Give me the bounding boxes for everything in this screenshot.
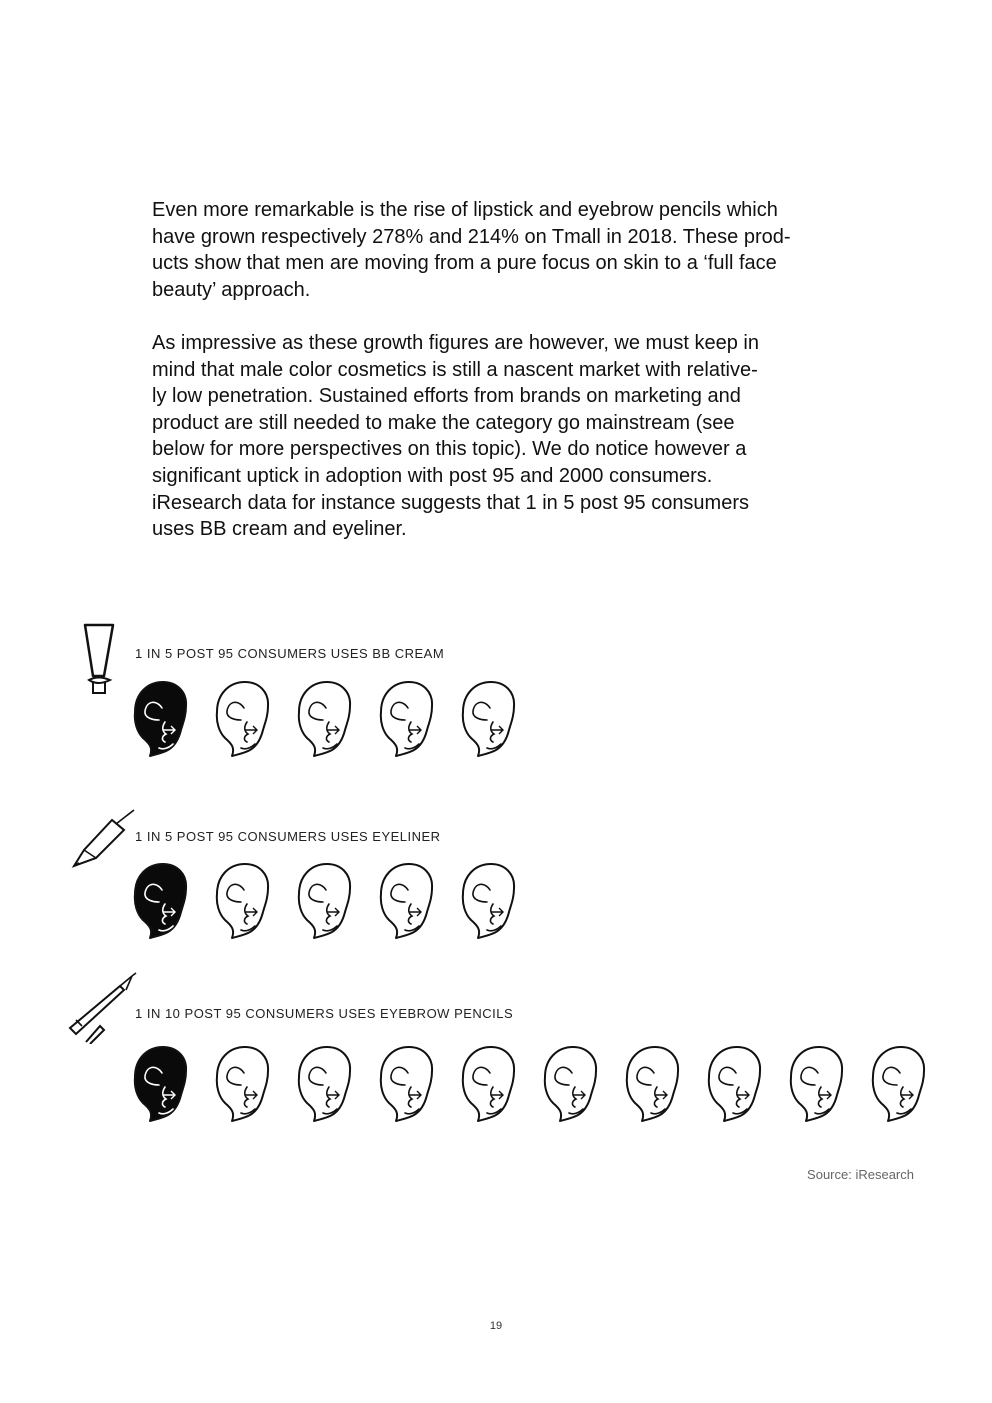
person-outline-icon <box>543 1043 598 1125</box>
bb-cream-tube-icon <box>80 622 122 696</box>
text-line: ly low penetration. Sustained efforts from brands on marketing and <box>152 385 741 408</box>
face-row-eyeliner <box>133 860 516 942</box>
text-line: ucts show that men are moving from a pure focus on skin to a ‘full face <box>152 252 777 275</box>
text-line: iResearch data for instance suggests that 1 in 5 post 95 consumers <box>152 491 750 514</box>
head-outline <box>627 1047 678 1121</box>
person-outline-icon <box>379 1043 434 1125</box>
paragraph-2 <box>152 330 842 543</box>
person-filled-icon <box>133 860 188 942</box>
head-outline <box>135 1047 186 1121</box>
head-outline <box>791 1047 842 1121</box>
text-line: uses BB cream and eyeliner. <box>152 518 407 541</box>
stat-label-eyeliner: 1 IN 5 POST 95 CONSUMERS USES EYELINER <box>135 829 441 844</box>
person-outline-icon <box>215 678 270 760</box>
person-outline-icon <box>379 860 434 942</box>
person-outline-icon <box>789 1043 844 1125</box>
text-line: below for more perspectives on this topic). We do notice however a <box>152 438 747 461</box>
person-outline-icon <box>215 1043 270 1125</box>
paragraph-1 <box>152 197 842 303</box>
text-line: have grown respectively 278% and 214% on Tmall in 2018. These prod- <box>152 225 791 248</box>
stat-label-bb-cream: 1 IN 5 POST 95 CONSUMERS USES BB CREAM <box>135 646 445 661</box>
person-outline-icon <box>297 1043 352 1125</box>
head-outline <box>463 1047 514 1121</box>
face-row-eyebrow-pencils <box>133 1043 926 1125</box>
head-outline <box>381 1047 432 1121</box>
text-line: As impressive as these growth figures are however, we must keep in <box>152 332 759 354</box>
head-outline <box>299 1047 350 1121</box>
head-outline <box>217 682 268 756</box>
head-outline <box>135 864 186 938</box>
text-line: Even more remarkable is the rise of lipstick and eyebrow pencils which <box>152 199 778 221</box>
page-number: 19 <box>489 1320 503 1332</box>
text-line: mind that male color cosmetics is still a nascent market with relative- <box>152 358 758 381</box>
person-outline-icon <box>297 860 352 942</box>
head-outline <box>135 682 186 756</box>
head-outline <box>381 864 432 938</box>
text-line: beauty’ approach. <box>152 278 311 301</box>
eyebrow-pencil-icon <box>66 972 138 1044</box>
eyeliner-icon <box>70 808 138 870</box>
source-note: Source: iResearch <box>807 1167 914 1182</box>
text-line: significant uptick in adoption with post 95 and 2000 consumers. <box>152 464 713 487</box>
person-filled-icon <box>133 678 188 760</box>
face-row-bb-cream <box>133 678 516 760</box>
head-outline <box>381 682 432 756</box>
head-outline <box>463 682 514 756</box>
head-outline <box>217 864 268 938</box>
person-outline-icon <box>215 860 270 942</box>
head-outline <box>299 682 350 756</box>
text-line: product are still needed to make the category go mainstream (see <box>152 411 735 434</box>
person-outline-icon <box>461 678 516 760</box>
head-outline <box>873 1047 924 1121</box>
head-outline <box>709 1047 760 1121</box>
stat-label-eyebrow-pencils: 1 IN 10 POST 95 CONSUMERS USES EYEBROW PENCILS <box>135 1006 514 1021</box>
person-outline-icon <box>297 678 352 760</box>
person-outline-icon <box>871 1043 926 1125</box>
person-filled-icon <box>133 1043 188 1125</box>
person-outline-icon <box>625 1043 680 1125</box>
head-outline <box>217 1047 268 1121</box>
head-outline <box>463 864 514 938</box>
person-outline-icon <box>379 678 434 760</box>
person-outline-icon <box>707 1043 762 1125</box>
head-outline <box>545 1047 596 1121</box>
head-outline <box>299 864 350 938</box>
person-outline-icon <box>461 860 516 942</box>
person-outline-icon <box>461 1043 516 1125</box>
